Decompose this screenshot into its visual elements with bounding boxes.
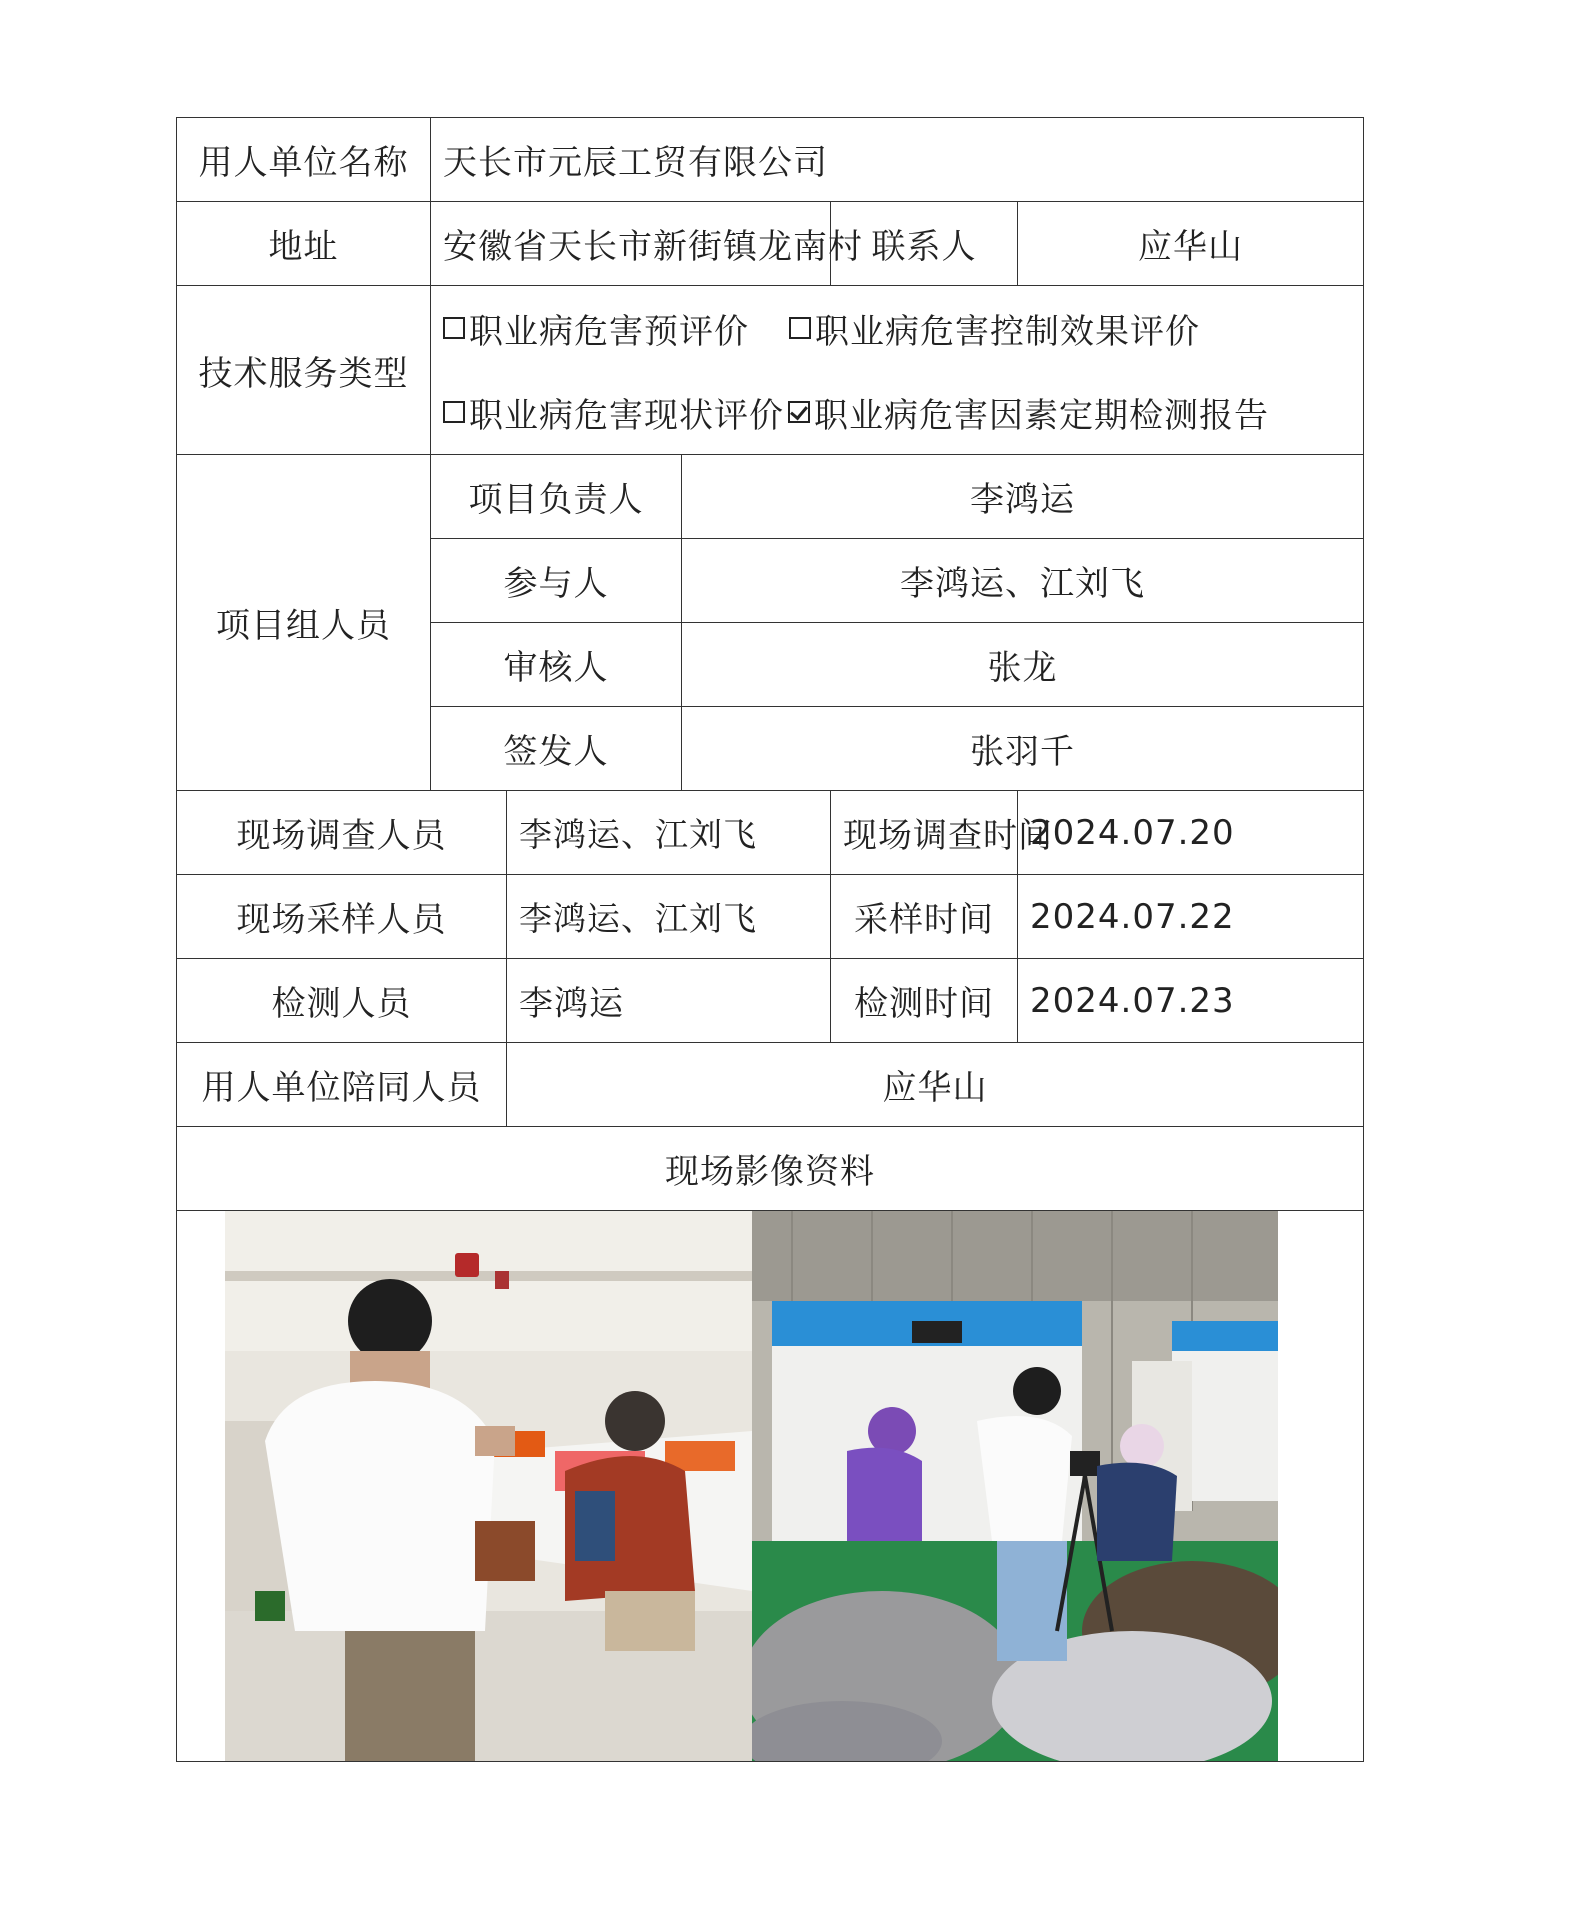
sampling-label: 现场采样人员 <box>177 875 507 959</box>
sampling-time: 2024.07.22 <box>1018 875 1364 959</box>
team-name: 李鸿运 <box>682 455 1364 539</box>
team-label: 项目组人员 <box>177 455 431 791</box>
address-value: 安徽省天长市新街镇龙南村 <box>431 202 831 286</box>
survey-label: 现场调查人员 <box>177 791 507 875</box>
service-option-label: 职业病危害现状评价 <box>469 395 784 436</box>
sampling-people: 李鸿运、江刘飞 <box>507 875 831 959</box>
service-option-status-evaluation[interactable] <box>443 388 784 437</box>
employer-row <box>177 118 1364 202</box>
team-name: 张羽千 <box>682 707 1364 791</box>
employer-label: 用人单位名称 <box>177 118 431 202</box>
checkbox-periodic-testing-checked[interactable] <box>788 401 810 423</box>
team-name: 李鸿运、江刘飞 <box>682 539 1364 623</box>
testing-row <box>177 959 1364 1043</box>
testing-people: 李鸿运 <box>507 959 831 1043</box>
service-row <box>177 286 1364 455</box>
testing-time: 2024.07.23 <box>1018 959 1364 1043</box>
employer-value: 天长市元辰工贸有限公司 <box>431 118 1364 202</box>
escort-label: 用人单位陪同人员 <box>177 1043 507 1127</box>
contact-label: 联系人 <box>831 202 1018 286</box>
sampling-time-label: 采样时间 <box>831 875 1018 959</box>
checkbox-pre-evaluation[interactable] <box>443 317 465 339</box>
service-line-1 <box>443 286 1351 370</box>
survey-time-label: 现场调查时间 <box>831 791 1018 875</box>
service-option-label: 职业病危害控制效果评价 <box>815 311 1200 352</box>
team-role: 签发人 <box>431 707 682 791</box>
photos-row <box>177 1211 1364 1762</box>
photo-machinery-room <box>752 1211 1278 1761</box>
photo-sewing-workshop <box>225 1211 752 1761</box>
testing-time-label: 检测时间 <box>831 959 1018 1043</box>
photos-cell <box>177 1211 1364 1762</box>
address-row <box>177 202 1364 286</box>
team-role: 项目负责人 <box>431 455 682 539</box>
service-option-pre-evaluation[interactable] <box>443 304 749 353</box>
team-role: 审核人 <box>431 623 682 707</box>
info-table <box>176 117 1364 1762</box>
photo-machinery-room-image <box>752 1211 1278 1761</box>
survey-people: 李鸿运、江刘飞 <box>507 791 831 875</box>
photo-sewing-workshop-image <box>225 1211 752 1761</box>
sampling-row <box>177 875 1364 959</box>
checkbox-status-evaluation[interactable] <box>443 401 465 423</box>
team-row <box>177 455 1364 539</box>
escort-value: 应华山 <box>507 1043 1364 1127</box>
contact-value: 应华山 <box>1018 202 1364 286</box>
checkbox-control-effect[interactable] <box>789 317 811 339</box>
testing-label: 检测人员 <box>177 959 507 1043</box>
service-line-2 <box>443 370 1351 454</box>
photo-strip <box>225 1211 1351 1761</box>
team-role: 参与人 <box>431 539 682 623</box>
service-options <box>431 286 1364 455</box>
service-label: 技术服务类型 <box>177 286 431 455</box>
service-option-label: 职业病危害因素定期检测报告 <box>814 395 1269 436</box>
service-option-control-effect[interactable] <box>789 304 1200 353</box>
survey-time: 2024.07.20 <box>1018 791 1364 875</box>
service-option-periodic-testing[interactable] <box>788 388 1269 437</box>
service-option-label: 职业病危害预评价 <box>469 311 749 352</box>
survey-row <box>177 791 1364 875</box>
address-label: 地址 <box>177 202 431 286</box>
escort-row <box>177 1043 1364 1127</box>
report-sheet <box>176 117 1363 1762</box>
photos-title-row <box>177 1127 1364 1211</box>
team-name: 张龙 <box>682 623 1364 707</box>
photos-title: 现场影像资料 <box>177 1127 1364 1211</box>
